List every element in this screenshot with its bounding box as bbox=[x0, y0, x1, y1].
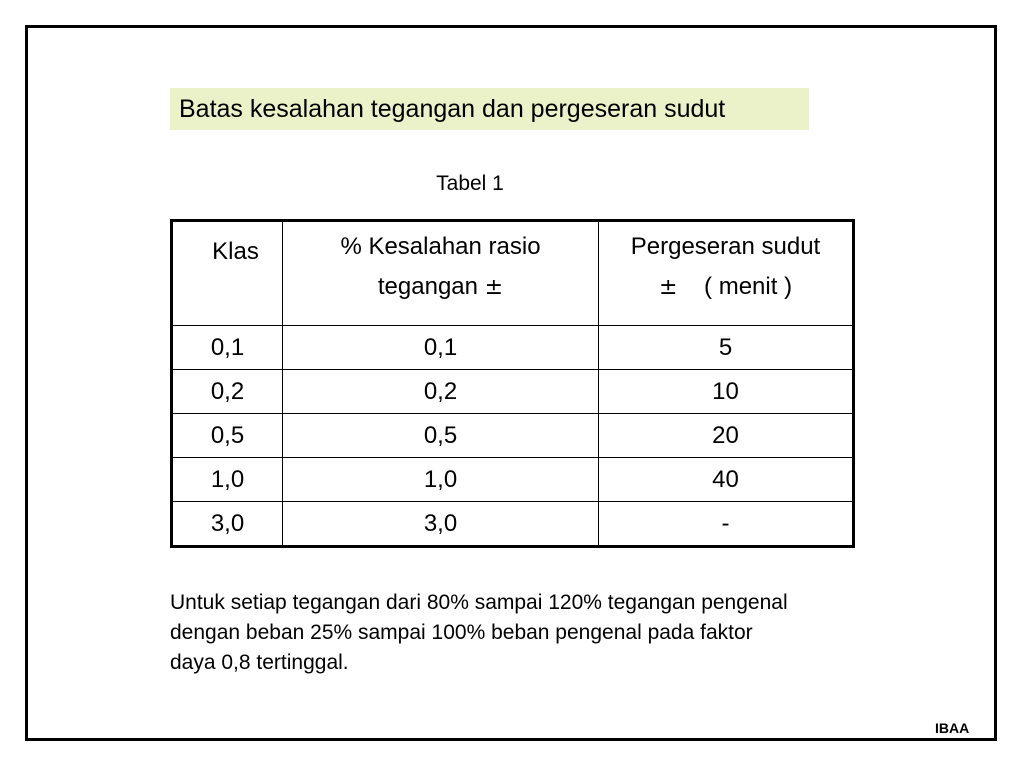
cell-klas: 0,5 bbox=[172, 414, 283, 458]
cell-ratio-error: 1,0 bbox=[283, 458, 599, 502]
cell-ratio-error: 3,0 bbox=[283, 502, 599, 547]
cell-phase-shift: 5 bbox=[599, 326, 854, 370]
table-row bbox=[172, 370, 854, 414]
slide-title: Batas kesalahan tegangan dan pergeseran sudut bbox=[170, 88, 809, 130]
table-caption: Tabel 1 bbox=[436, 172, 504, 195]
cell-ratio-error: 0,5 bbox=[283, 414, 599, 458]
plus-minus-symbol: ± bbox=[658, 275, 678, 300]
cell-ratio-error: 0,2 bbox=[283, 370, 599, 414]
cell-klas: 3,0 bbox=[172, 502, 283, 547]
note-line-1: Untuk setiap tegangan dari 80% sampai 120% tegangan pengenal bbox=[170, 591, 788, 614]
table-row bbox=[172, 414, 854, 458]
footer-label: IBAA bbox=[935, 720, 970, 736]
table-row bbox=[172, 458, 854, 502]
cell-phase-shift: - bbox=[599, 502, 854, 547]
note-line-3: daya 0,8 tertinggal. bbox=[170, 651, 349, 674]
cell-klas: 0,2 bbox=[172, 370, 283, 414]
cell-klas: 0,1 bbox=[172, 326, 283, 370]
cell-phase-shift: 10 bbox=[599, 370, 854, 414]
header-phase-shift bbox=[599, 221, 854, 326]
header-shift-line1: Pergeseran sudut bbox=[630, 233, 821, 260]
header-shift-line2: ( menit ) bbox=[704, 273, 793, 300]
header-klas: Klas bbox=[172, 221, 283, 326]
cell-phase-shift: 40 bbox=[599, 458, 854, 502]
note-line-2: dengan beban 25% sampai 100% beban pengenal pada faktor bbox=[170, 621, 753, 644]
header-ratio-line1: % Kesalahan rasio bbox=[340, 233, 541, 260]
table-header-row bbox=[172, 221, 854, 326]
table-row bbox=[172, 326, 854, 370]
footnote-paragraph bbox=[170, 588, 950, 678]
plus-minus-symbol: ± bbox=[484, 275, 504, 300]
header-ratio-error bbox=[283, 221, 599, 326]
cell-ratio-error: 0,1 bbox=[283, 326, 599, 370]
cell-klas: 1,0 bbox=[172, 458, 283, 502]
cell-phase-shift: 20 bbox=[599, 414, 854, 458]
table-row bbox=[172, 502, 854, 547]
header-ratio-line2: tegangan bbox=[377, 273, 478, 300]
error-limits-table bbox=[170, 219, 855, 548]
